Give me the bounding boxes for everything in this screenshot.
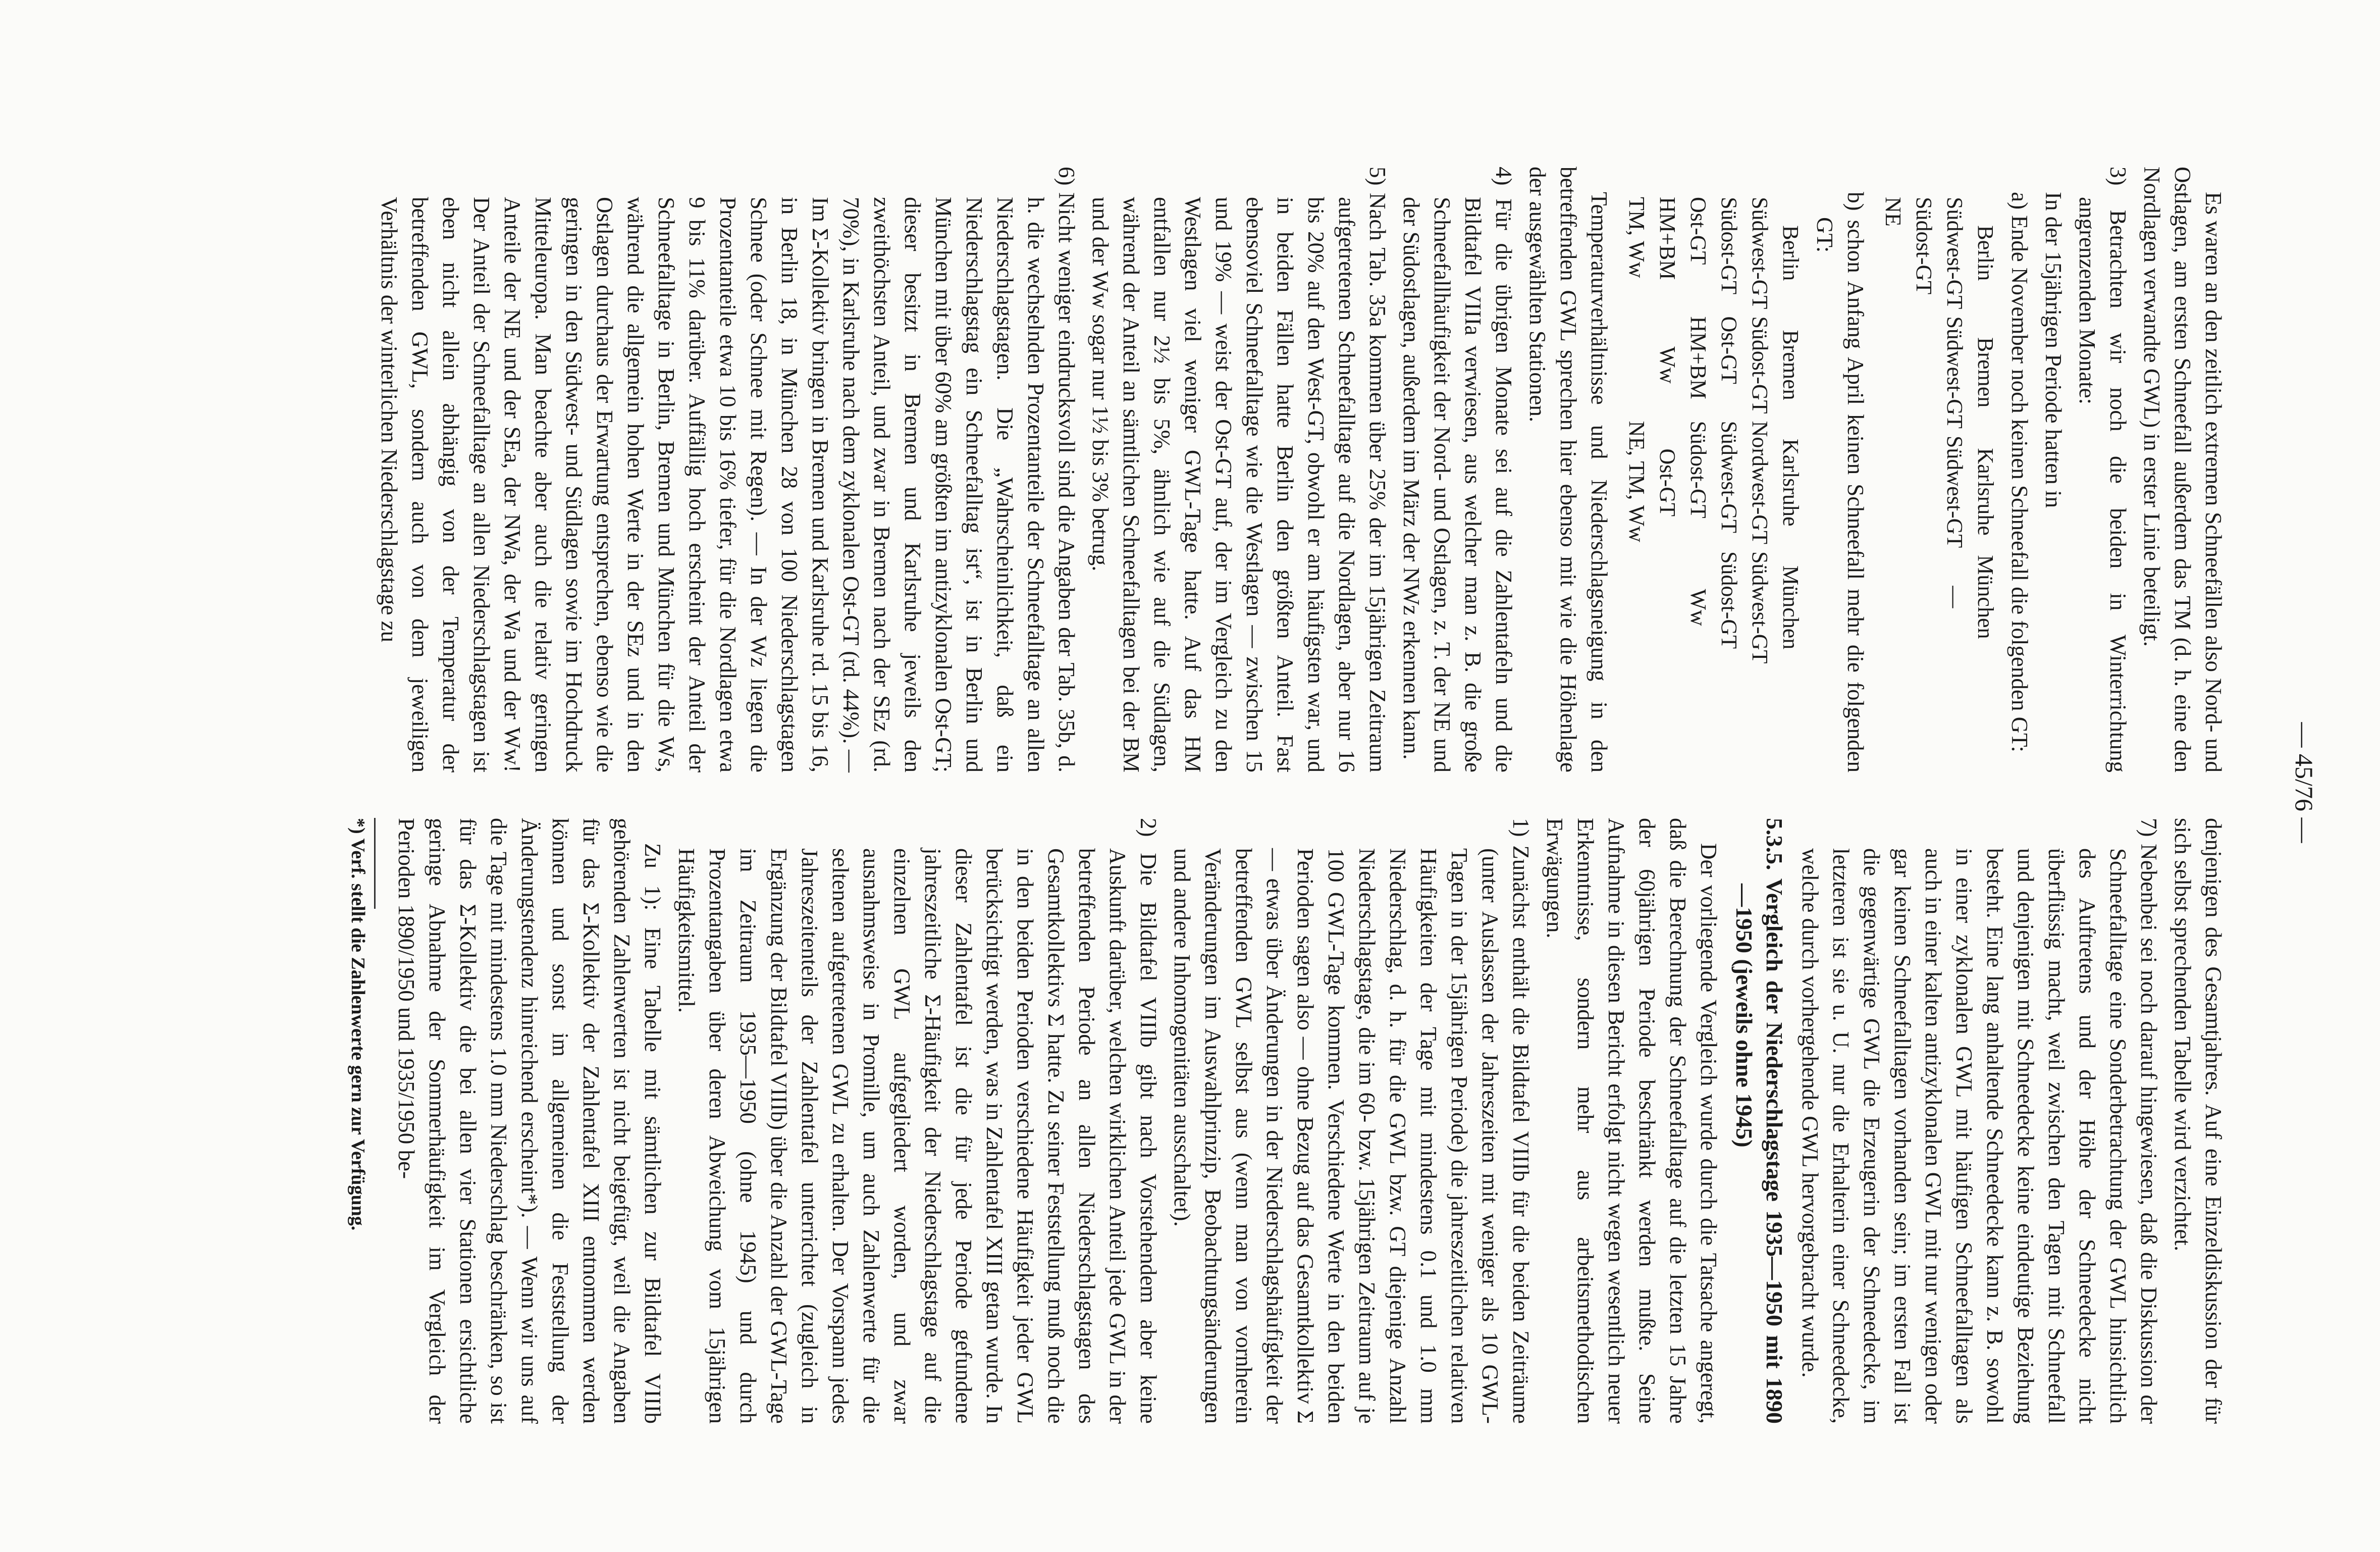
table-cell: Südost-GT [1912, 197, 1936, 295]
item-7-number: 7) [2136, 818, 2161, 837]
item-3b [1809, 167, 1871, 772]
table-cell: Südwest-GT [1717, 421, 1741, 533]
item-3b-text: schon Anfang April keinen Schneefall mehr die folgenden GT: [1812, 217, 1868, 772]
table-row [1909, 197, 1939, 646]
item-6-number: 6) [1054, 167, 1079, 186]
item-7-text: Nebenbei sei noch darauf hingewiesen, daß die Diskussion der Schneefalltage eine Sonderbetrachtung der GWL hinsichtlich des Auftretens und der Höhe der Schneedecke nicht überflüssig macht, weil zwischen den Tagen mit Schneefall und denjenigen mit Schneedecke keine eindeutige Beziehung besteht. Eine lang anhaltende Schneedecke kann z. B. sowohl in einer zyklonalen GWL mit häufigen Schneefalltagen als auch in einer kalten antizyklonalen GWL mit nur wenigen oder gar keinen Schneefalltagen vorhanden sein; im ersten Fall ist die gegenwärtige GWL die Erzeugerin der Schneedecke, im letzteren ist sie u. U. nur die Erhalterin einer Schneedecke, welche durch vorhergehende GWL hervorgebracht wurde. [1797, 844, 2161, 1424]
table-cell: Ww [1686, 589, 1711, 626]
item-4-number: 4) [1491, 167, 1516, 186]
item-4 [1396, 167, 1519, 772]
section-item-2-number: 2) [1136, 818, 1161, 837]
item-3a [2004, 167, 2035, 772]
table-cell [1621, 316, 1652, 421]
section-heading: 5.3.5. Vergleich der Niederschlagstage 1935—1950 mit 1890—1950 (jeweils ohne 1945) [1731, 818, 1787, 1424]
table-cell: — [1942, 586, 1967, 608]
header-cell: Bremen [1973, 337, 1998, 408]
table-cell: Südost-GT [1717, 551, 1741, 649]
table-row [1621, 197, 1652, 670]
page-number: — 45/76 — [2290, 722, 2318, 843]
table-cell [1878, 316, 1909, 435]
table-cell [1878, 555, 1909, 646]
temperature-paragraph: Temperaturverhältnisse und Niederschlagsneigung in den betreffenden GWL sprechen hier ebenso mit wie die Höhenlage der ausgewählten Stationen. [1525, 167, 1612, 772]
table-cell: Südwest-GT [1748, 197, 1772, 309]
table-cell: HM+BM [1655, 197, 1680, 280]
header-cell: München [1778, 565, 1803, 650]
table-row [1714, 197, 1744, 670]
item-3-period: In der 15jährigen Periode hatten in [2041, 192, 2066, 508]
table-row [1939, 197, 1970, 646]
item-4-text: Für die übrigen Monate sei auf die Zahlentafeln und die Bildtafel VIIIa verwiesen, aus welcher man z. B. die große Schneefallhäufigkeit der Nord- und Ostlagen, z. T. der NE und der Südostlagen, außerdem im März der NWz erkennen kann. [1399, 197, 1516, 772]
right-column [343, 818, 2229, 1424]
header-cell: Berlin [1778, 225, 1803, 281]
item-3-text: Betrachten wir noch die beiden in Winterrichtung angrenzenden Monate: [2075, 197, 2131, 772]
table-cell: NE, TM, Ww [1624, 421, 1649, 542]
table-cell: Südost-GT [1686, 421, 1711, 519]
header-cell: Berlin [1973, 225, 1998, 281]
item-3-number: 3) [2105, 167, 2131, 186]
table-row [1683, 197, 1714, 670]
table-row [1652, 197, 1683, 670]
table-cell: Südost-GT [1717, 197, 1741, 295]
table-cell [1909, 436, 1939, 555]
table-cell: Südwest-GT [1748, 551, 1772, 664]
item-6-text: Nicht weniger eindrucksvoll sind die Angaben der Tab. 35b, d. h. die wechselnden Prozentanteile der Schneefalltage an allen Niederschlagstagen. Die „Wahrscheinlichkeit, daß ein Niederschlagstag ein Schneefalltag ist“, ist in Berlin und München mit über 60% am größten im antizyklonalen Ost-GT; dieser besitzt in Bremen und Karlsruhe jeweils den zweithöchsten Anteil, und zwar in Bremen nach der SEz (rd. 70%), in Karlsruhe nach dem zyklonalen Ost-GT (rd. 44%). — Im Σ-Kollektiv bringen in Bremen und Karlsruhe rd. 15 bis 16, in Berlin 18, in München 28 von 100 Niederschlagstagen Schnee (oder Schnee mit Regen). — In der Wz liegen die Prozentanteile etwa 10 bis 16% tiefer, für die Nordlagen etwa 9 bis 11% darüber. Auffällig hoch erscheint der Anteil der Schneefalltage in Berlin, Bremen und München für die Ws, während die allgemein hohen Werte in der SEz und in den Ostlagen durchaus der Erwartung entsprechen, ebenso wie die geringen in den Südwest- und Südlagen sowie im Hochdruck Mitteleuropa. Man beachte aber auch die relativ geringen Anteile der NE und der SEa, der NWa, der Wa und der Ww! Der Anteil der Schneefalltage an allen Niederschlagstagen ist eben nicht allein abhängig von der Temperatur der betreffenden GWL, sondern auch von dem jeweiligen Verhältnis der winterlichen Niederschlagstage zu [377, 192, 1079, 772]
header-cell: Karlsruhe [1973, 448, 1998, 536]
table-cell: NE [1881, 197, 1906, 227]
item-3 [2072, 167, 2133, 772]
left-column [371, 167, 2229, 772]
continued-paragraph: denjenigen des Gesamtjahres. Auf eine Einzeldiskussion der für sich selbst sprechenden Tabelle wird verzichtet. [2170, 818, 2226, 1424]
item-5-number: 5) [1365, 167, 1390, 186]
section-item-1-number: 1) [1508, 818, 1533, 837]
item-5-text: Nach Tab. 35a kommen über 25% der im 15jährigen Zeitraum aufgetretenen Schneefalltage auf die Nordlagen, aber nur 16 bis 20% auf den West-GT, obwohl er am häufigsten war, und in beiden Fällen hatte Berlin den größten Anteil. Fast ebensoviel Schneefalltage wie die Westlagen — zwischen 15 und 19% — weist der Ost-GT auf, der im Vergleich zu den Westlagen viel weniger GWL-Tage hatte. Auf das HM entfallen nur 2½ bis 5%, ähnlich wie auf die Südlagen, während der Anteil an sämtlichen Schneefalltagen bei der BM und der Ww sogar nur 1½ bis 3% betrug. [1088, 192, 1390, 773]
table-november-header [1970, 197, 2001, 646]
header-cell: München [1973, 555, 1998, 639]
table-row [1878, 197, 1909, 646]
intro-paragraph: Es waren an den zeitlich extremen Schneefällen also Nord- und Ostlagen, am ersten Schneefall außerdem das TM (d. h. eine den Nordlagen verwandte GWL) in erster Linie beteiligt. [2139, 167, 2226, 772]
item-7 [1794, 818, 2164, 1424]
table-cell: Ost-GT [1717, 316, 1741, 384]
table-april [1621, 197, 1806, 670]
table-cell: Südost-GT [1748, 316, 1772, 414]
item-3b-label: b) [1843, 192, 1868, 211]
table-cell: Südwest-GT [1942, 435, 1967, 548]
table-april-header [1775, 197, 1806, 670]
footnote: *) Verf. stellt die Zahlenwerte gern zur Verfügung. [347, 818, 368, 1231]
section-intro: Der vorliegende Vergleich wurde durch die Tatsache angeregt, daß die Berechnung der Schneefalltage auf die letzten 15 Jahre der 60jährigen Periode beschränkt werden mußte. Seine Aufnahme in diesen Bericht erfolgt nicht wegen wesentlich neuer Erkenntnisse, sondern mehr aus arbeitsmethodischen Erwägungen. [1542, 818, 1721, 1424]
header-cell: Bremen [1778, 330, 1803, 400]
header-cell: Karlsruhe [1778, 439, 1803, 527]
table-cell [1621, 551, 1652, 670]
table-cell: Ost-GT [1655, 448, 1680, 516]
table-row [1744, 197, 1775, 670]
table-november [1878, 197, 2001, 646]
item-5 [1085, 167, 1393, 772]
footnote-rule [374, 818, 376, 909]
table-cell: HM+BM [1686, 316, 1711, 399]
section-item-2 [671, 818, 1163, 1424]
table-cell: Ost-GT [1686, 197, 1711, 265]
table-cell: Südwest-GT [1942, 197, 1967, 309]
item-3a-text: Ende November noch keinen Schneefall die folgenden GT: [2007, 215, 2032, 752]
table-cell: TM, Ww [1624, 197, 1649, 278]
table-cell: Südwest-GT [1942, 316, 1967, 429]
item-3a-label: a) [2007, 192, 2032, 210]
table-cell [1652, 551, 1683, 670]
section-item-1-text: Zunächst enthält die Bildtafel VIIIb für die beiden Zeiträume (unter Auslassen der Jahreszeiten mit weniger als 10 GWL-Tagen in der 15jährigen Periode) die jahreszeitlichen relativen Häufigkeiten der Tage mit mindestens 0.1 und 1.0 mm Niederschlag, d. h. für die GWL bzw. GT diejenige Anzahl Niederschlagstage, die im 60- bzw. 15jährigen Zeitraum auf je 100 GWL-Tage kommen. Verschiedene Werte in den beiden Perioden sagen also — ohne Bezug auf das Gesamtkollektiv Σ — etwas über Änderungen in der Niederschlagshäufigkeit der betreffenden GWL selbst aus (wenn man von vornherein Veränderungen im Auswahlprinzip, Beobachtungsänderungen und andere Inhomogenitäten ausschaltet). [1170, 845, 1533, 1424]
table-cell [1909, 555, 1939, 646]
table-cell [1878, 436, 1909, 555]
table-cell: Ww [1655, 346, 1680, 384]
table-cell: Nordwest-GT [1748, 421, 1772, 544]
section-item-1 [1167, 818, 1536, 1424]
table-cell [1909, 316, 1939, 435]
section-item-2-text: Die Bildtafel VIIIb gibt nach Vorstehendem aber keine Auskunft darüber, welchen wirklichen Anteil jede GWL in der betreffenden Periode an allen Niederschlagstagen des Gesamtkollektivs Σ hatte. Zu seiner Feststellung muß noch die in den beiden Perioden verschiedene Häufigkeit jeder GWL berücksichtigt werden, was in Zahlentafel XIII getan wurde. In dieser Zahlentafel ist die für jede Periode gefundene jahreszeitliche Σ-Häufigkeit der Niederschlagstage auf die einzelnen GWL aufgegliedert worden, und zwar ausnahmsweise in Promille, um auch Zahlenwerte für die seltenen aufgetretenen GWL zu erhalten. Der Vorspann jedes Jahreszeitenteils der Zahlentafel unterrichtet (zugleich in Ergänzung der Bildtafel VIIIb) über die Anzahl der GWL-Tage im Zeitraum 1935—1950 (ohne 1945) und durch Prozentangaben über deren Abweichung vom 15jährigen Häufigkeitsmittel. [674, 848, 1161, 1424]
zu-1-paragraph: Zu 1): Eine Tabelle mit sämtlichen zur Bildtafel VIIIb gehörenden Zahlenwerten ist nicht beigefügt, weil die Angaben für das Σ-Kollektiv der Zahlentafel XIII entnommen werden können und sonst im allgemeinen die Feststellung der Änderungstendenz hinreichend erscheint*). — Wenn wir uns auf die Tage mit mindestens 1.0 mm Niederschlag beschränken, so ist für das Σ-Kollektiv die bei allen vier Stationen ersichtliche geringe Abnahme der Sommerhäufigkeit im Vergleich der Perioden 1890/1950 und 1935/1950 be- [394, 818, 665, 1424]
item-6 [374, 167, 1082, 772]
